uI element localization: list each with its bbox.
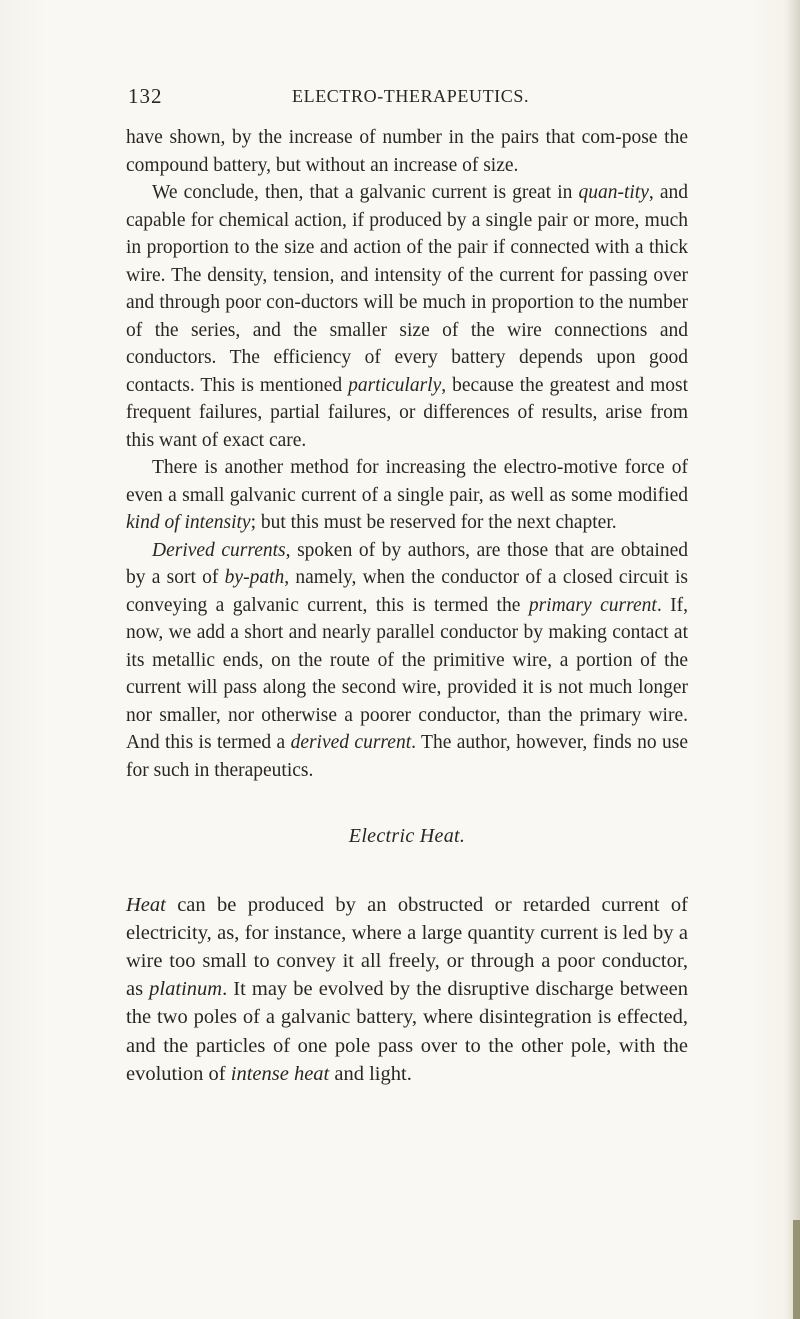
text-run: , namely, when the conductor of a closed circuit is conveying a galvanic current, this is termed the	[126, 567, 688, 616]
text-run: . If, now, we add a short and nearly parallel conductor by making contact at its metallic ends, on the route of the primitive wire, a portion of the current will pass along the second wire, provided it is not much longer nor smaller, nor otherwise a poorer conductor, than the primary wire. And this is termed a	[126, 594, 689, 753]
running-title: ELECTRO-THERAPEUTICS.	[292, 86, 530, 106]
text-run: can be produced by an obstructed or retarded current of electricity, as, for instance, where a large quantity current is led by a wire too small to convey it all freely, or through a poor conductor, as	[126, 893, 688, 1001]
text-run: have shown, by the increase of number in the pairs that com-pose the compound battery, but without an increase of size.	[126, 127, 688, 176]
text-run: , and capable for chemical action, if produced by a single pair or more, much in proportion to the size and action of the pair if connected with a thick wire. The density, tension, and intensity of the current for passing over and through poor con-ductors will be much in proportion to the number of the series, and the smaller size of the wire connections and conductors. The efficiency of every battery depends upon good contacts. This is mentioned	[126, 182, 689, 396]
text-run: , because the greatest and most frequent failures, partial failures, or differences of results, arise from this want of exact care.	[126, 374, 688, 451]
text-run: ; but this must be reserved for the next chapter.	[250, 512, 617, 533]
italic-run: by-path	[224, 567, 285, 588]
body-text	[126, 124, 688, 1088]
text-run: There is another method for increasing the electro-motive force of even a small galvanic current of a single pair, as well as some modified	[126, 457, 688, 506]
paragraph	[126, 124, 688, 179]
italic-run: particularly	[348, 374, 442, 396]
italic-run: platinum	[149, 978, 223, 1001]
page-edge-shadow	[786, 0, 800, 1319]
paragraph	[126, 454, 688, 537]
text-run: . The author, however, finds no use for such in therapeutics.	[126, 732, 688, 781]
paragraph	[126, 891, 688, 1088]
page-number: 132	[128, 84, 163, 108]
text-run: . It may be evolved by the disruptive discharge between the two poles of a galvanic battery, where disintegration is effected, and the particles of one pole pass over to the other pole, with the evolution of	[126, 978, 689, 1085]
italic-run: intense heat	[230, 1062, 330, 1085]
page-edge-mark	[793, 1220, 800, 1319]
text-run: We conclude, then, that a galvanic current is great in	[152, 182, 579, 203]
text-run: and light.	[329, 1062, 412, 1085]
text-run: , spoken of by authors, are those that are obtained by a sort of	[126, 539, 688, 588]
section-heading: Electric Heat.	[348, 825, 466, 847]
italic-run: kind of intensity	[126, 512, 251, 533]
italic-run: quan-tity	[578, 182, 649, 203]
paragraph	[126, 179, 688, 454]
italic-run: Heat	[126, 893, 166, 916]
italic-run: derived current	[290, 732, 412, 753]
italic-run: Derived currents	[152, 539, 286, 561]
page-header	[128, 84, 688, 110]
italic-run: primary current	[528, 594, 657, 616]
paragraph	[126, 537, 688, 785]
